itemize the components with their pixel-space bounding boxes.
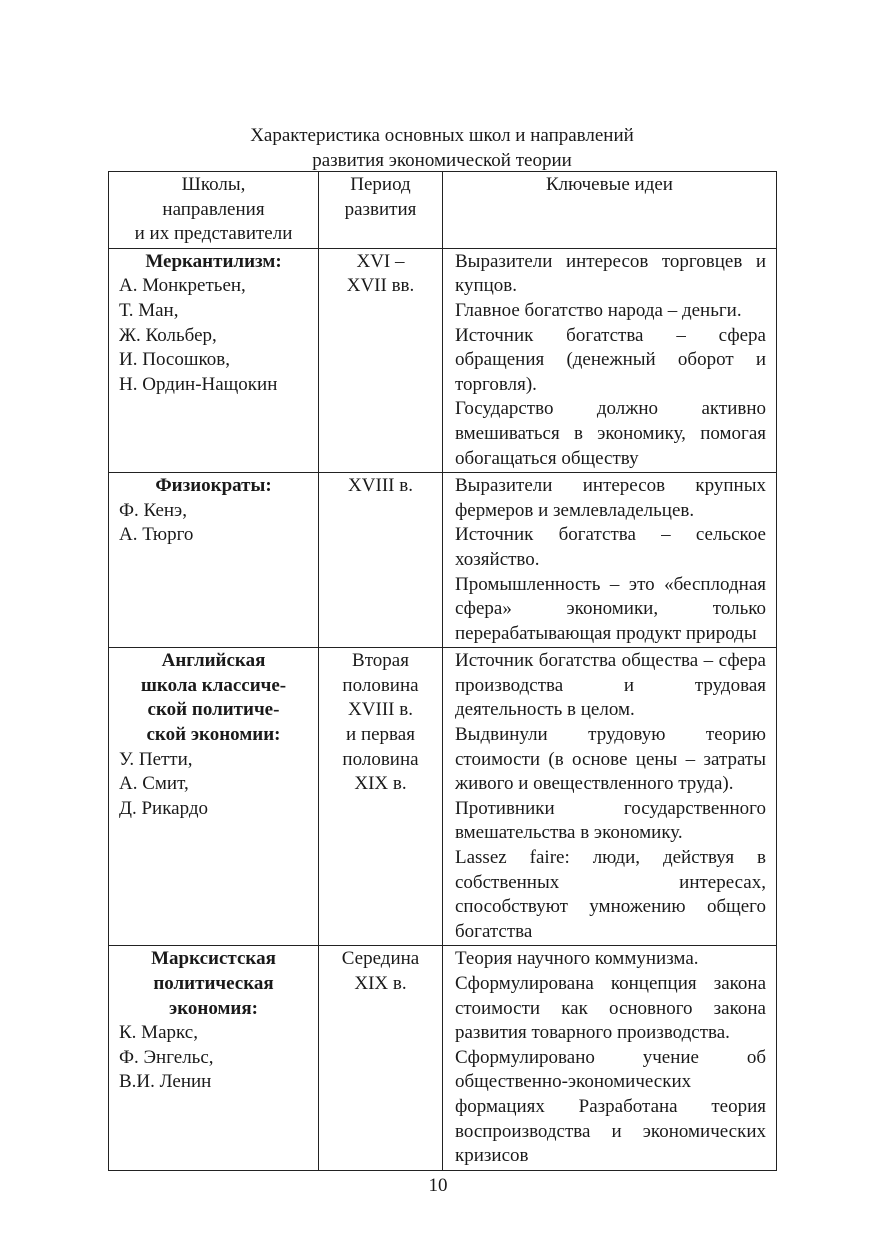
header-schools: Школы, направления и их представители [109, 172, 319, 249]
idea: Промышленность – это «бесплодная сфера» экономики, только перерабатывающая продукт природы [455, 573, 766, 644]
representative: Т. Ман, [119, 299, 179, 321]
representative: К. Маркс, [119, 1022, 198, 1044]
ideas-cell [443, 648, 777, 946]
header-period: Период развития [319, 172, 443, 249]
table-row [109, 473, 777, 648]
school-name: Английская школа классиче- ской политиче- ской экономии: [140, 650, 287, 746]
table-row [109, 648, 777, 946]
representative: И. Посошков, [119, 349, 230, 371]
idea: Выразители интересов крупных фермеров и землевладельцев. [455, 475, 766, 521]
title-line-1: Характеристика основных школ и направлений [250, 125, 634, 146]
school-cell [109, 248, 319, 472]
representative: Ф. Энгельс, [119, 1046, 214, 1068]
representative: У. Петти, [119, 748, 193, 770]
school-name: Физиократы: [155, 475, 272, 497]
idea: Источник богатства – сфера обращения (денежный оборот и торговля). [455, 324, 766, 395]
idea: Сформулировано учение об общественно-экономических формациях Разработана теория воспроизводства и экономических кризисов [455, 1046, 766, 1167]
representative: В.И. Ленин [119, 1071, 212, 1093]
header-ideas: Ключевые идеи [443, 172, 777, 249]
table-row [109, 248, 777, 472]
representative: Н. Ордин-Нащокин [119, 373, 278, 395]
idea: Lassez faire: люди, действуя в собственных интересах, способствуют умножению общего богатства [455, 847, 766, 942]
idea: Сформулирована концепция закона стоимости как основного закона развития товарного производства. [455, 973, 766, 1044]
idea: Главное богатство народа – деньги. [455, 299, 742, 321]
page-number: 10 [428, 1175, 448, 1196]
representative: А. Смит, [119, 773, 189, 795]
table-row [109, 946, 777, 1170]
school-cell [109, 946, 319, 1170]
school-cell [109, 648, 319, 946]
schools-table [108, 171, 777, 1171]
table-title [108, 123, 776, 173]
ideas-cell [443, 248, 777, 472]
idea: Противники государственного вмешательства в экономику. [455, 797, 766, 844]
school-name: Марксистская политическая экономия: [151, 948, 276, 1019]
school-name: Меркантилизм: [145, 250, 282, 272]
representative: Ф. Кенэ, [119, 499, 187, 521]
ideas-cell [443, 473, 777, 648]
table-header-row [109, 172, 777, 249]
representative: А. Монкретьен, [119, 275, 246, 297]
period-cell: Середина XIX в. [319, 946, 443, 1170]
period-cell: XVIII в. [319, 473, 443, 648]
idea: Выдвинули трудовую теорию стоимости (в основе цены – затраты живого и овеществленного труда). [455, 724, 766, 795]
idea: Выразители интересов торговцев и купцов. [455, 250, 766, 297]
representative: Ж. Кольбер, [119, 324, 217, 346]
idea: Государство должно активно вмешиваться в экономику, помогая обогащаться обществу [455, 398, 766, 469]
ideas-cell [443, 946, 777, 1170]
representative: Д. Рикардо [119, 797, 208, 819]
representative: А. Тюрго [119, 524, 194, 546]
idea: Источник богатства общества – сфера производства и трудовая деятельность в целом. [455, 650, 766, 721]
school-cell [109, 473, 319, 648]
idea: Источник богатства – сельское хозяйство. [455, 524, 766, 570]
period-cell: XVI – XVII вв. [319, 248, 443, 472]
period-cell: Вторая половина XVIII в. и первая половина XIX в. [319, 648, 443, 946]
title-line-2: развития экономической теории [312, 150, 572, 171]
idea: Теория научного коммунизма. [455, 948, 699, 970]
